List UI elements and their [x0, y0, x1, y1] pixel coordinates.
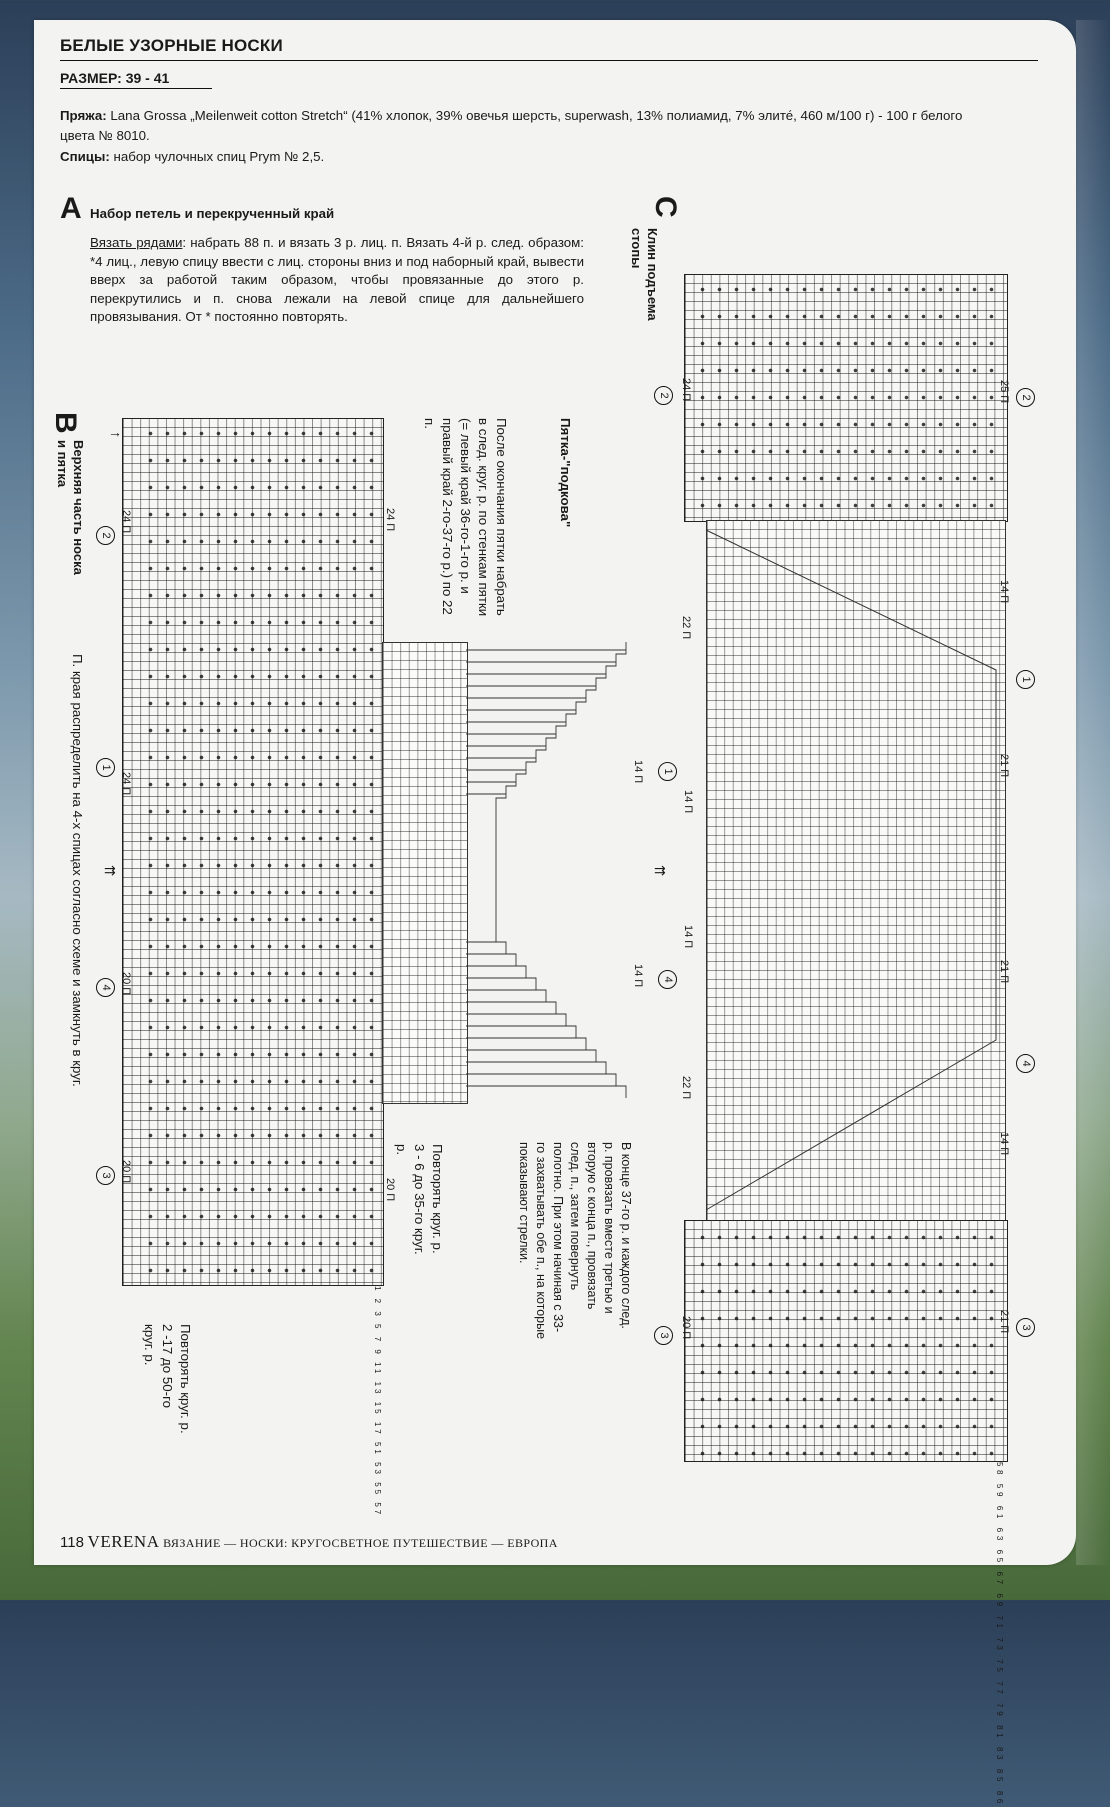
yarn-text: Lana Grossa „Meilenweit cotton Stretch“ (41% хлопок, 39% овечья шерсть, superwash, 13% полиамид, 7% элите́, 460 м/100 г) - 100 г белого цвета № 8010. [60, 108, 963, 143]
section-b-label: Верхняя часть носка и пятка [55, 440, 86, 575]
c-row-numbers [995, 1462, 1004, 1807]
c-row-number: 71 [995, 1615, 1004, 1638]
chart-c-wedge [706, 520, 1006, 1220]
b-row-number: 53 [373, 1462, 382, 1483]
c-row-number: 61 [995, 1505, 1004, 1528]
size-rule [60, 88, 212, 89]
b-needle-1: 1 [96, 758, 116, 777]
magazine-page [34, 20, 1076, 1807]
b-dim-3: 20 П [120, 972, 132, 996]
c-row-number: 67 [995, 1571, 1004, 1594]
chart-b-symbols [142, 420, 380, 1280]
c-dim-bottom-3: 22 П [680, 1076, 692, 1100]
section-c-label: Клин подъема стопы [629, 228, 660, 321]
c-dim-bottom-2: 22 П [680, 616, 692, 640]
section-a-letter: A [60, 192, 82, 225]
section-b-header [48, 412, 82, 434]
heel-repeat-note: Повторять круг. р. 3 - 6 до 35-го круг. р. [394, 1144, 445, 1255]
b-arrow-mid: ⇉ [104, 862, 116, 878]
b-row-number: 13 [373, 1381, 382, 1402]
c-row-number: 59 [995, 1483, 1004, 1506]
b-row-number: 3 [373, 1311, 382, 1325]
b-row-number: 1 [373, 1286, 382, 1299]
b-bottom-note: П. края распределить на 4-х спицах согласно схеме и замкнуть в круг. [70, 654, 85, 1087]
section-c-label-wrap [628, 228, 660, 358]
yarn-label: Пряжа: [60, 108, 107, 123]
heel-dim-4: 14 П [632, 964, 644, 988]
heel-grid [382, 642, 468, 1104]
c-row-number: 86 [995, 1790, 1004, 1807]
b-needle-2: 2 [96, 526, 116, 545]
title-rule [60, 60, 1038, 61]
needles-paragraph [60, 149, 324, 164]
section-a-body: : набрать 88 п. и вязать 3 р. лиц. п. Вязать 4-й р. след. образом: *4 лиц., левую спицу ввести с лиц. стороны вниз и под наборный край, вывести вверх за работой таким образом, чтобы провязанные до этого р. перекрутились и п. снова лежали на левой спице для дальнейшего провязывания. От * постоянно повторять. [90, 235, 584, 324]
heel-needle-1: 1 [658, 762, 678, 781]
c-needle-top-1: 1 [1016, 670, 1036, 689]
heel-text-wrap [420, 418, 510, 638]
b-repeat-note: Повторять круг. р. 2 -17 до 50-го круг. р. [142, 1324, 193, 1434]
c-needle-bottom-3: 3 [654, 1326, 674, 1345]
c-needle-top-4: 4 [1016, 1054, 1036, 1073]
size-label: РАЗМЕР: 39 - 41 [60, 70, 170, 86]
c-needle-bottom-2: 2 [654, 386, 674, 405]
c-row-number: 65 [995, 1549, 1004, 1572]
c-row-number: 58 [995, 1462, 1004, 1484]
b-bottom-note-wrap [68, 654, 86, 1087]
heel-dim-3: 14 П [682, 925, 694, 949]
b-row-number: 5 [373, 1324, 382, 1337]
section-a-underlined: Вязать рядами [90, 235, 183, 250]
heel-decrease-note: В конце 37-го р. и каждого след. р. провязать вместе третью и вторую с конца п., провязать след. п., затем повернуть полотно. При этом начиная с 33-го захватывать обе п., на которые показывают стрелки. [517, 1142, 633, 1340]
page-number: 118 [60, 1534, 84, 1551]
heel-arrow: ⇉ [654, 862, 666, 878]
c-dim-bottom-1: 24 П [680, 378, 692, 402]
heel-text: После окончания пятки набрать в след. круг. р. по стенкам пятки (= левый край 36-го-1-го р. и правый край 2-го-37-го р.) по 22 п. [422, 418, 509, 617]
b-dim-right-1: 24 П [384, 508, 396, 532]
b-repeat-note-wrap [140, 1324, 194, 1444]
yarn-paragraph [60, 106, 1000, 146]
b-dim-right-2: 20 П [384, 1178, 396, 1202]
section-c-letter-wrap [648, 196, 682, 218]
c-dim-top-2: 14 П [998, 580, 1010, 604]
b-needle-4: 4 [96, 978, 116, 997]
heel-arrows [466, 642, 636, 1102]
b-dim-2: 24 П [120, 772, 132, 796]
c-dim-top-3: 21 П [998, 754, 1010, 778]
c-row-number: 85 [995, 1768, 1004, 1791]
needles-text: набор чулочных спиц Prym № 2,5. [113, 149, 325, 164]
page-title: БЕЛЫЕ УЗОРНЫЕ НОСКИ [60, 36, 283, 55]
section-a-heading: Набор петель и перекрученный край [90, 206, 335, 221]
section-c-letter: C [649, 196, 682, 218]
section-b-label-wrap [54, 440, 86, 600]
c-needle-top-2: 2 [1016, 388, 1036, 407]
c-needle-top-3: 3 [1016, 1318, 1036, 1337]
chart-c-top-symbols [694, 276, 994, 516]
heel-decrease-wrap [515, 1142, 634, 1352]
heel-needle-4: 4 [658, 970, 678, 989]
c-row-number: 75 [995, 1659, 1004, 1682]
heel-title: Пятка-"подкова" [558, 418, 573, 528]
chart-c-bottom-symbols [694, 1224, 994, 1456]
needles-label: Спицы: [60, 149, 110, 164]
footer-caption: ВЯЗАНИЕ — НОСКИ: КРУГОСВЕТНОЕ ПУТЕШЕСТВИЕ — ЕВРОПА [163, 1536, 558, 1550]
c-dim-bottom-4: 20 П [680, 1316, 692, 1340]
brand-name: VERENA [87, 1532, 160, 1551]
c-row-number: 77 [995, 1681, 1004, 1704]
b-arrow-top: → [108, 424, 122, 440]
heel-dim-2: 14 П [682, 790, 694, 814]
section-b-letter: B [49, 412, 82, 434]
c-row-number: 69 [995, 1593, 1004, 1616]
c-row-number: 81 [995, 1725, 1004, 1747]
heel-title-wrap [556, 418, 574, 527]
c-row-number: 63 [995, 1527, 1004, 1550]
b-row-number: 15 [373, 1401, 382, 1422]
section-a-text [90, 234, 584, 327]
b-row-number: 11 [373, 1362, 382, 1382]
c-dim-top-6: 21 П [998, 1310, 1010, 1334]
heel-repeat-wrap [392, 1144, 446, 1274]
c-dim-top-1: 25 П [998, 380, 1010, 404]
c-dim-top-5: 14 П [998, 1132, 1010, 1156]
b-row-number: 2 [373, 1298, 382, 1312]
heel-dim-1: 14 П [632, 760, 644, 784]
b-row-number: 57 [373, 1502, 382, 1518]
b-row-number: 55 [373, 1482, 382, 1503]
b-row-number: 17 [373, 1421, 382, 1442]
b-dim-4: 20 П [120, 1160, 132, 1184]
b-dim-1: 24 П [120, 510, 132, 534]
c-row-number: 83 [995, 1746, 1004, 1769]
page-footer [60, 1532, 558, 1552]
b-needle-3: 3 [96, 1166, 116, 1185]
b-row-numbers [373, 1286, 382, 1546]
c-dim-top-4: 21 П [998, 960, 1010, 984]
c-row-number: 73 [995, 1637, 1004, 1660]
page-edge-shadow [1076, 20, 1110, 1565]
b-row-number: 9 [373, 1349, 382, 1363]
b-row-number: 51 [373, 1441, 382, 1463]
b-row-number: 7 [373, 1336, 382, 1350]
c-row-number: 79 [995, 1703, 1004, 1726]
